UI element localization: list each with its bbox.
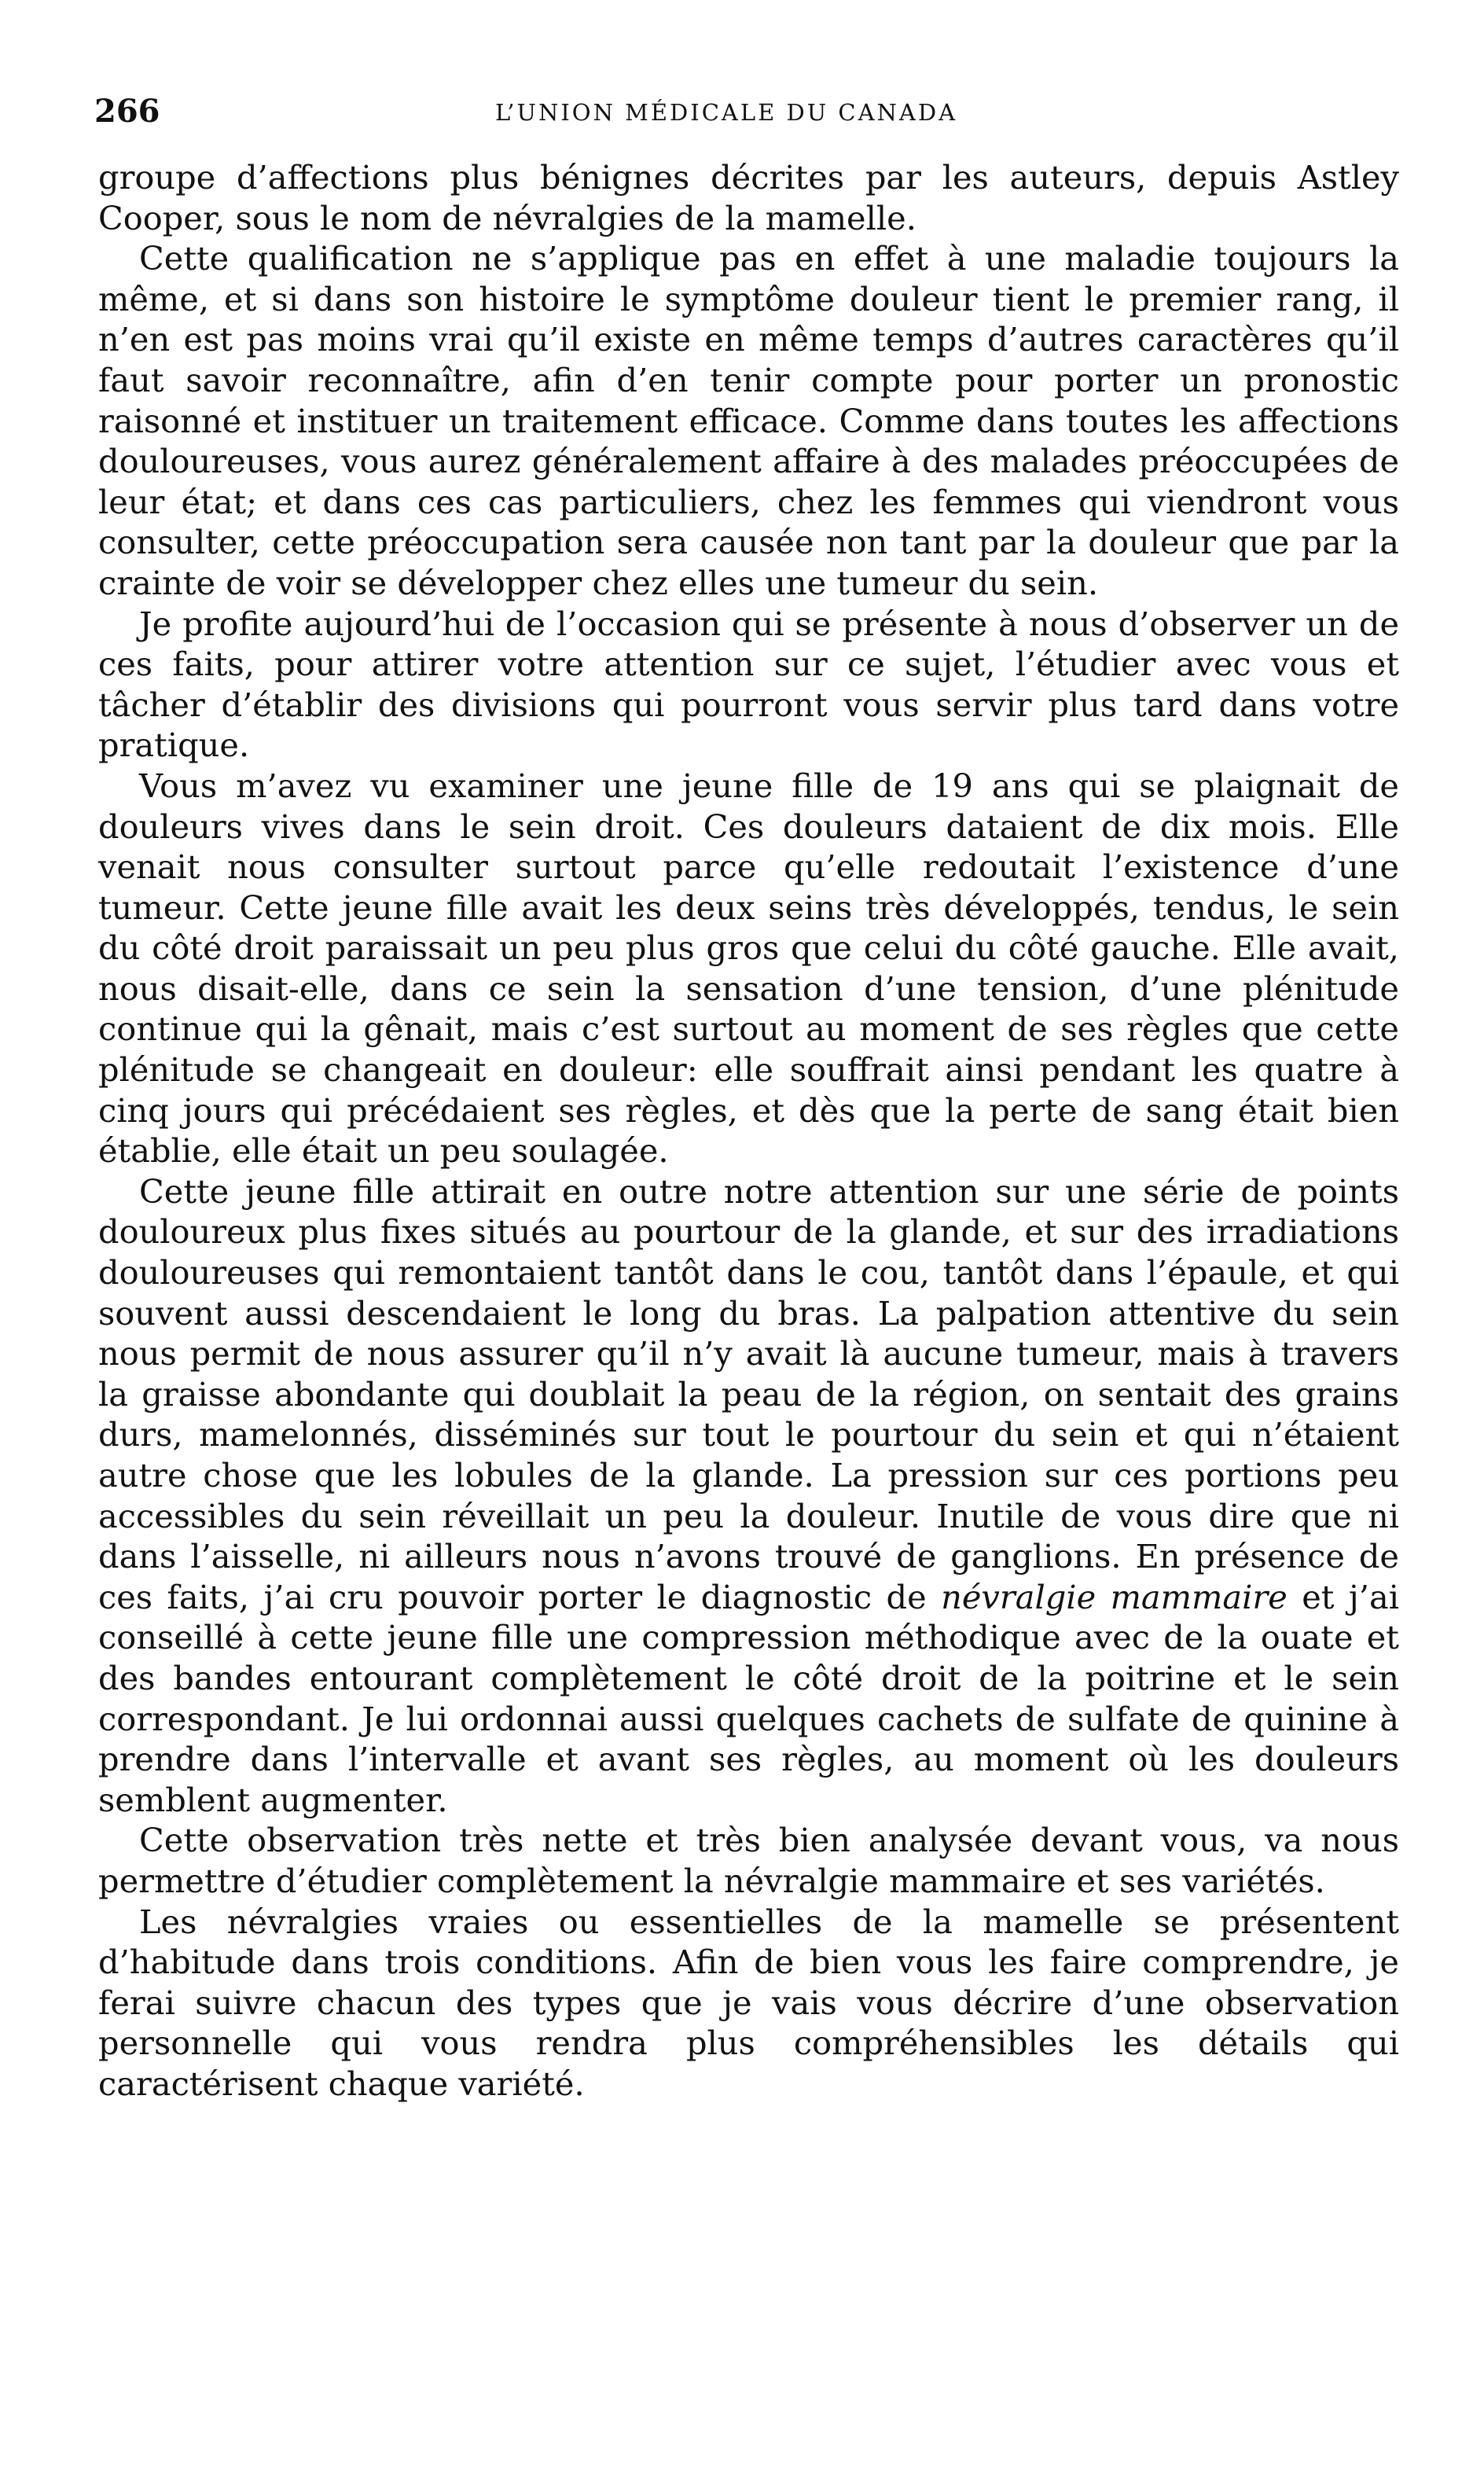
examination-text-start: Cette jeune fille attirait en outre notre attention sur une série de points douloureux plus fixes situés au pourtour de la glande, et sur des irradiations douloureuses qui remontaient tantôt dans le cou, tantôt dans l’épaule, et qui souvent aussi descendaient le long du bras. La palpation attentive du sein nous permit de nous assurer qu’il n’y avait là aucune tumeur, mais à travers la graisse abondante qui doublait la peau de la région, on sentait des grains durs, mamelonnés, disséminés sur tout le pourtour du sein et qui n’étaient autre chose que les lobules de la glande. La pression sur ces portions peu accessibles du sein réveillait un peu la douleur. Inutile de vous dire que ni dans l’aisselle, ni ailleurs nous n’avons trouvé de ganglions. En présence de ces faits, j’ai cru pouvoir porter le diagnostic de: [98, 1171, 1399, 1616]
diagnosis-term: névralgie mammaire: [941, 1577, 1287, 1616]
paragraph-case-history: Vous m’avez vu examiner une jeune fille de 19 ans qui se plaignait de douleurs vives dans le sein droit. Ces douleurs dataient de dix mois. Elle venait nous consulter surtout parce qu’elle redoutait l’existence d’une tumeur. Cette jeune fille avait les deux seins très développés, tendus, le sein du côté droit paraissait un peu plus gros que celui du côté gauche. Elle avait, nous disait-elle, dans ce sein la sensation d’une tension, d’une plénitude continue qui la gênait, mais c’est surtout au moment de ses règles que cette plénitude se changeait en douleur: elle souffrait ainsi pendant les quatre à cinq jours qui précédaient ses règles, et dès que la perte de sang était bien établie, elle était un peu soulagée.: [98, 766, 1399, 1171]
running-title: L’UNION MÉDICALE DU CANADA: [495, 99, 958, 126]
paragraph-continued: groupe d’affections plus bénignes décrites par les auteurs, depuis Astley Cooper, sous le nom de névralgies de la mamelle.: [98, 158, 1399, 237]
paragraph-introduction: Je profite aujourd’hui de l’occasion qui se présente à nous d’observer un de ces faits, pour attirer votre attention sur ce sujet, l’étudier avec vous et tâcher d’établir des divisions qui pourront vous servir plus tard dans votre pratique.: [98, 604, 1399, 765]
paragraph-varieties: Les névralgies vraies ou essentielles de la mamelle se présentent d’habitude dans trois conditions. Afin de bien vous les faire comprendre, je ferai suivre chacun des types que je vais vous décrire d’une observation personnelle qui vous rendra plus compréhensibles les détails qui caractérisent chaque variété.: [98, 1902, 1399, 2103]
paragraph-qualification: Cette qualification ne s’applique pas en effet à une maladie toujours la même, et si dans son histoire le symptôme douleur tient le premier rang, il n’en est pas moins vrai qu’il existe en même temps d’autres caractères qu’il faut savoir reconnaître, afin d’en tenir compte pour porter un pronostic raisonné et instituer un traitement efficace. Comme dans toutes les affections douloureuses, vous aurez généralement affaire à des malades préoccupées de leur état; et dans ces cas particuliers, chez les femmes qui viendront vous consulter, cette préoccupation sera causée non tant par la douleur que par la crainte de voir se développer chez elles une tumeur du sein.: [98, 239, 1399, 602]
paragraph-observation: Cette observation très nette et très bien analysée devant vous, va nous permettre d’étudier complètement la névralgie mammaire et ses variétés.: [98, 1821, 1399, 1900]
examination-text-end: et j’ai conseillé à cette jeune fille une compression méthodique avec de la ouate et des bandes entourant complètement le côté droit de la poitrine et le sein correspondant. Je lui ordonnai aussi quelques cachets de sulfate de quinine à prendre dans l’intervalle et avant ses règles, au moment où les douleurs semblent augmenter.: [98, 1577, 1399, 1819]
page-number: 266: [94, 93, 160, 130]
page-header: [94, 93, 1399, 140]
paragraph-examination: [98, 1171, 1399, 1821]
body-text: [98, 157, 1399, 2105]
